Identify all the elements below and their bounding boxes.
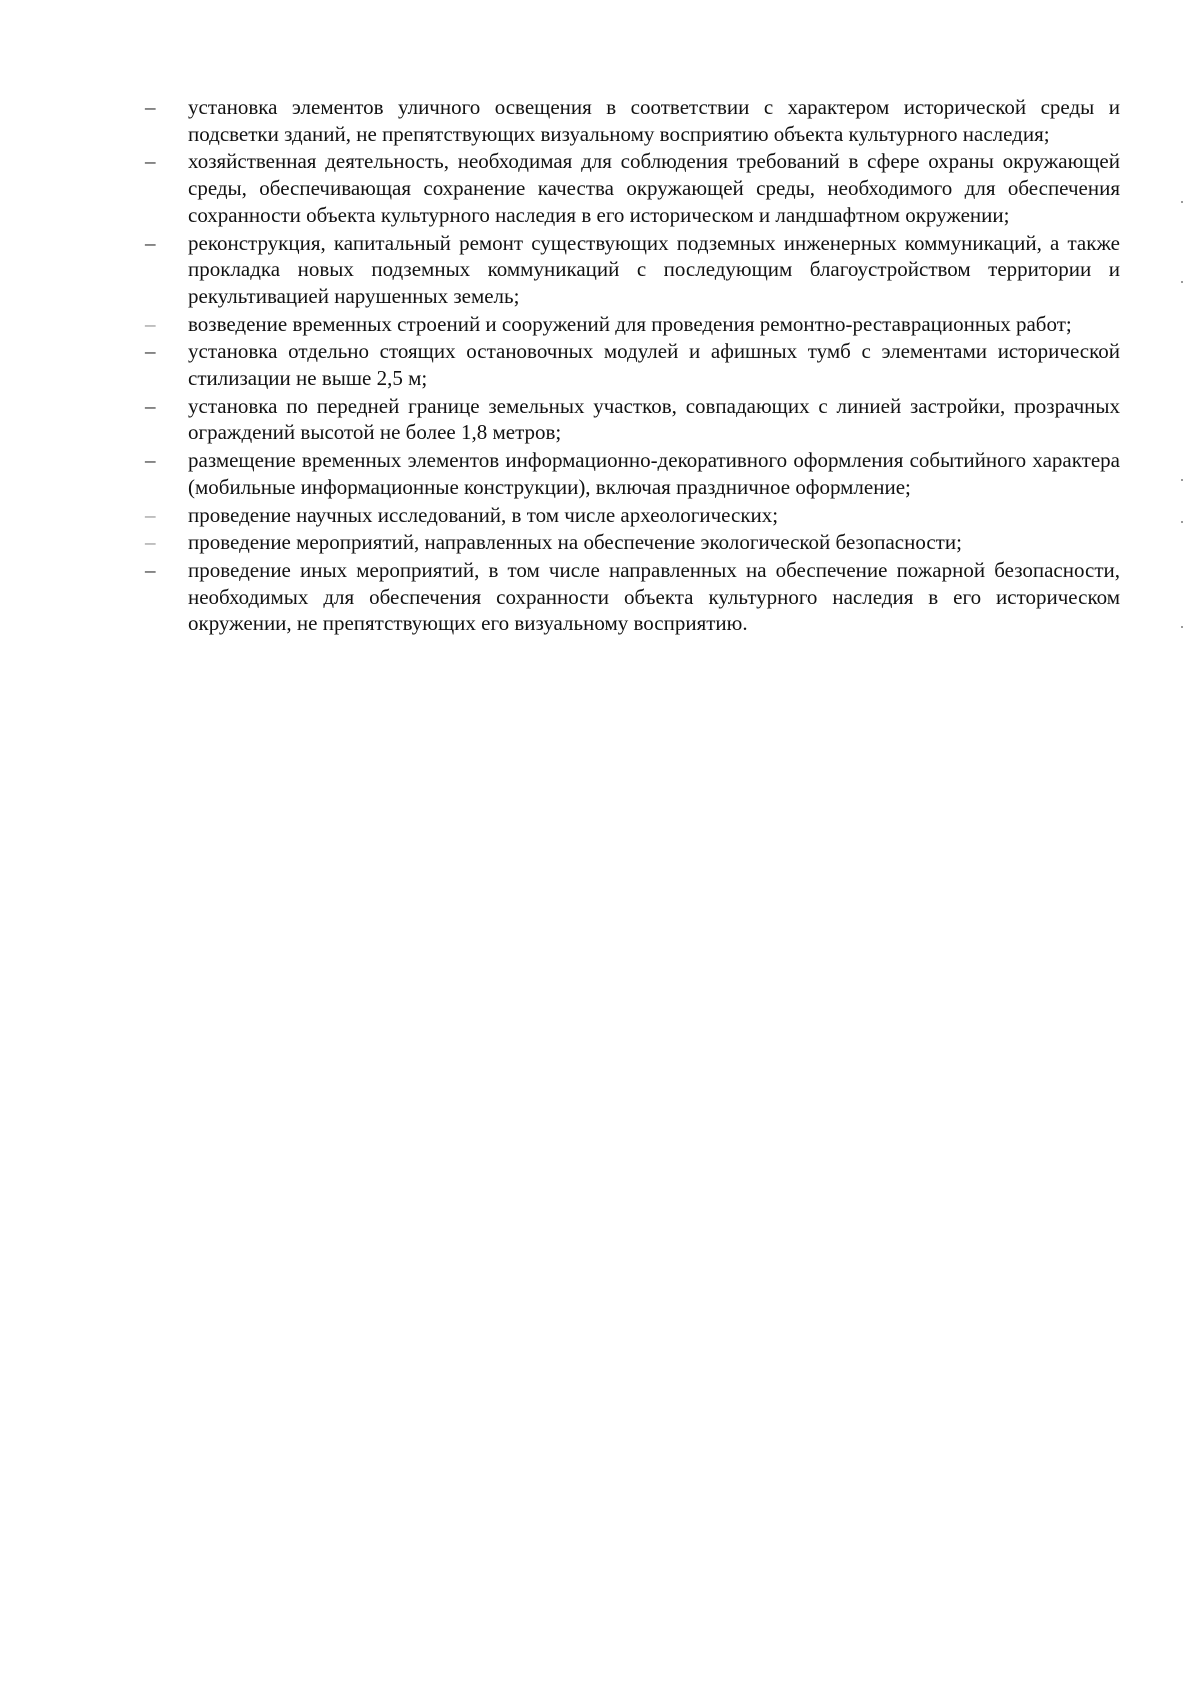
scan-speck (1181, 201, 1183, 203)
list-item (145, 502, 1120, 529)
list-dash: – (145, 530, 156, 555)
scan-speck (1181, 626, 1183, 628)
list-item-text: размещение временных элементов информационно-декоративного оформления событийного характера (мобильные информационные конструкции), включая праздничное оформление; (188, 448, 1120, 499)
list-item (145, 529, 1120, 556)
list-dash: – (145, 149, 156, 174)
list-item (145, 94, 1120, 147)
list-dash: – (145, 557, 156, 582)
scan-speck (1181, 479, 1183, 481)
list-item-text: установка отдельно стоящих остановочных модулей и афишных тумб с элементами исторической стилизации не выше 2,5 м; (188, 339, 1120, 391)
list-item (145, 148, 1120, 228)
list-item-text: установка по передней границе земельных участков, совпадающих с линией застройки, прозрачных ограждений высотой не более 1,8 метров; (188, 393, 1120, 445)
list-item-text: установка элементов уличного освещения в соответствии с характером исторической среды и подсветки зданий, не препятствующих визуальному восприятию объекта культурного наследия; (188, 95, 1120, 146)
list-item-text: проведение мероприятий, направленных на обеспечение экологической безопасности; (188, 530, 962, 555)
list-item (145, 338, 1120, 391)
list-dash: – (145, 393, 156, 418)
list-item (145, 557, 1120, 637)
list-item (145, 230, 1120, 310)
list-dash: – (145, 230, 156, 255)
list-dash: – (145, 502, 156, 527)
list-item-text: проведение научных исследований, в том числе археологических; (188, 502, 779, 527)
list-dash: – (145, 448, 156, 473)
list-item (145, 393, 1120, 446)
list-item (145, 447, 1120, 500)
list-dash: – (145, 311, 156, 336)
list-item-text: хозяйственная деятельность, необходимая для соблюдения требований в сфере охраны окружающей среды, обеспечивающая сохранение качества окружающей среды, необходимого для обеспечения сохранности объекта культурного наследия в его историческом и ландшафтном окружении; (188, 149, 1120, 227)
list-dash: – (145, 95, 156, 119)
list-item-text: реконструкция, капитальный ремонт существующих подземных инженерных коммуникаций, а также прокладка новых подземных коммуникаций с последующим благоустройством территории и рекультивацией нарушенных земель; (188, 230, 1120, 308)
list-item-text: возведение временных строений и сооружений для проведения ремонтно-реставрационных работ; (188, 311, 1072, 336)
list-dash: – (145, 339, 156, 364)
permitted-activities-list (145, 94, 1120, 637)
list-item (145, 311, 1120, 338)
scan-speck (1181, 521, 1183, 523)
list-item-text: проведение иных мероприятий, в том числе направленных на обеспечение пожарной безопасности, необходимых для обеспечения сохранности объекта культурного наследия в его историческом окружении, не препятствующих его визуальному восприятию. (188, 557, 1120, 636)
scan-speck (1181, 281, 1183, 283)
